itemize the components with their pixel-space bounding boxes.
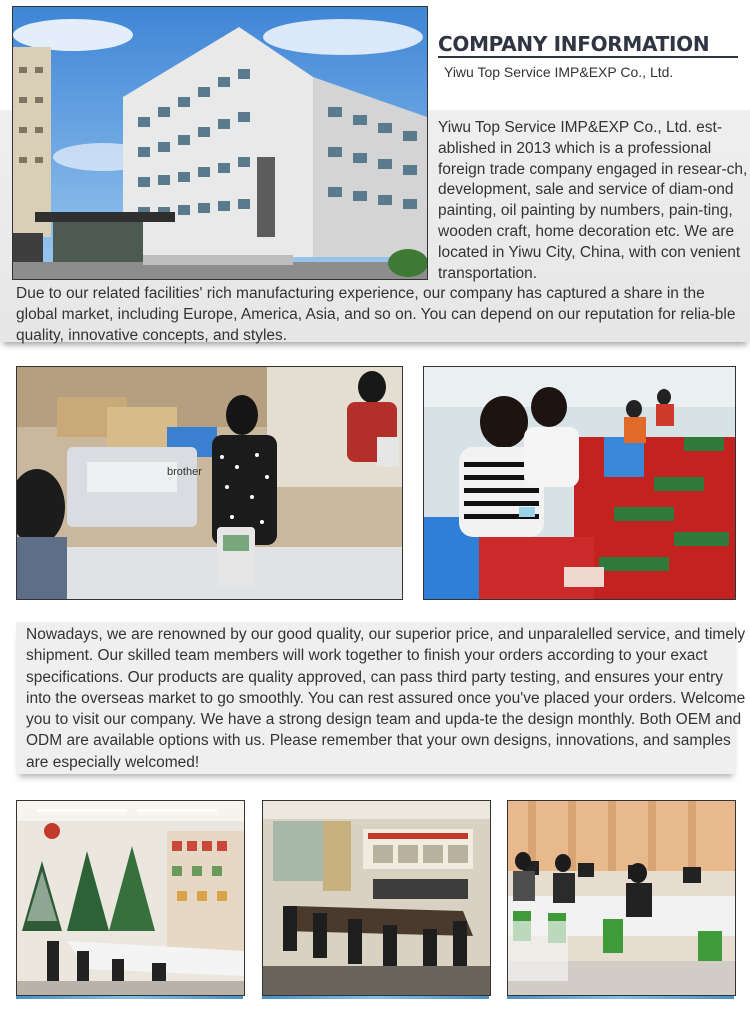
meeting-room-photo xyxy=(262,800,491,996)
company-name-subtitle: Yiwu Top Service IMP&EXP Co., Ltd. xyxy=(444,64,674,80)
company-market-text: Due to our related facilities' rich manufacturing experience, our company has captured a share in the global market, including Europe, America, Asia, and so on. You can depend on our reputation for relia-ble quality, innovative concepts, and styles. xyxy=(16,285,736,344)
page-title: COMPANY INFORMATION xyxy=(438,32,738,58)
office-photo xyxy=(507,800,736,996)
photo-underline xyxy=(507,996,734,999)
handcraft-workshop-photo xyxy=(423,366,736,600)
showroom-photo xyxy=(16,800,245,996)
photo-underline xyxy=(16,996,243,999)
machine-brand-label: brother xyxy=(167,466,202,478)
company-building-photo xyxy=(12,6,428,280)
photo-underline xyxy=(262,996,489,999)
quality-service-text: Nowadays, we are renowned by our good quality, our superior price, and unparalelled service, and timely shipment. Our skilled team members will work together to finish your orders according to your exact specifications. Our products are quality approved, can pass third party testing, and ensures your entry into the overseas market to go smoothly. You can rest assured once you've placed your orders. Welcome you to visit our company. We have a strong design team and upda-te the design monthly. Both OEM and ODM are available options with us. Please remember that your own designs, innovations, and samples are especially welcomed! xyxy=(26,626,746,771)
sewing-workshop-photo xyxy=(16,366,403,600)
company-intro-text: Yiwu Top Service IMP&EXP Co., Ltd. est-ablished in 2013 which is a professional foreign trade company engaged in resear-ch, development, sale and service of diam-ond painting, oil painting by numbers, pain-ting, wooden craft, home decoration etc. We are located in Yiwu City, China, with con venient transportation. xyxy=(438,119,748,282)
